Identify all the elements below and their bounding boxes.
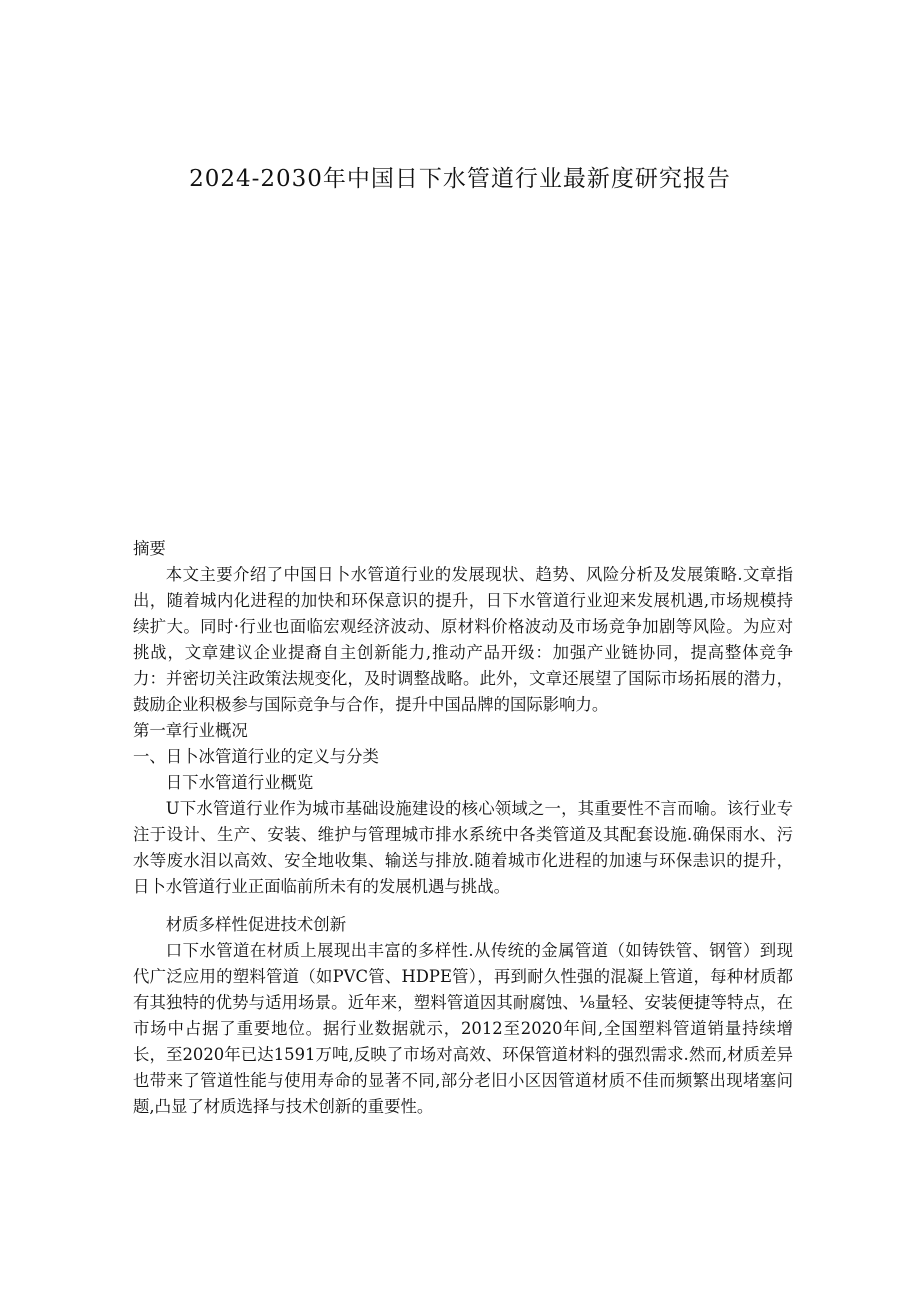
document-body bbox=[133, 536, 793, 1120]
materials-paragraph: 口下水管道在材质上展现出丰富的多样性.从传统的金属管道（如铸铁管、钢管）到现代广泛应用的塑料管道（如PVC管、HDPE管），再到耐久性强的混凝上管道，每种材质都有其独特的优势与适用场景。近年来，塑料管道因其耐腐蚀、⅛量轻、安装便捷等特点，在市场中占据了重要地位。据行业数据就示，2012至2020年间,全国塑料管道销量持续增长，至2020年已达1591万吨,反映了市场对高效、环保管道材料的强烈需求.然而,材质差异也带来了管道性能与使用寿命的显著不同,部分老旧小区因管道材质不佳而频繁出现堵塞问题,凸显了材质选择与技术创新的重要性。 bbox=[133, 941, 793, 1116]
chapter-heading: 第一章行业概况 bbox=[133, 721, 248, 740]
subsection-heading-materials: 材质多样性促进技术创新 bbox=[165, 915, 347, 934]
document-title: 2024-2030年中国日下水管道行业最新度研究报告 bbox=[189, 166, 731, 192]
subsection-heading-overview: 日下水管道行业概览 bbox=[165, 773, 314, 792]
section-heading: 一、日卜冰管道行业的定义与分类 bbox=[133, 747, 379, 766]
overview-paragraph: U下水管道行业作为城市基础设施建设的核心领域之一，其重要性不言而喻。该行业专注于设计、生产、安装、维护与管理城市排水系统中各类管道及其配套设施.确保雨水、污水等废水泪以高效、安全地收集、输送与排放.随着城市化进程的加速与环保恚识的提升，日卜水管道行业正面临前所未有的发展机遇与挑战。 bbox=[133, 799, 793, 896]
abstract-paragraph: 本文主要介绍了中国日卜水管道行业的发展现状、趋势、风险分析及发展策略.文章指出，随着城内化进程的加快和环保意识的提升，日下水管道行业迎来发展机遇,市场规模持续扩大。同时·行业也面临宏观经济波动、原材料价格波动及市场竞争加剧等风险。为应对挑战，文章建议企业提裔自主创新能力,推动产品开级：加强产业链协同，提高整体竞争力：并密切关注政策法规变化，及时调整战略。此外，文章还展望了国际市场拓展的潜力，鼓励企业积极参与国际竞争与合作，提升中国品牌的国际影响力。 bbox=[133, 565, 793, 714]
abstract-heading: 摘要 bbox=[133, 539, 166, 558]
